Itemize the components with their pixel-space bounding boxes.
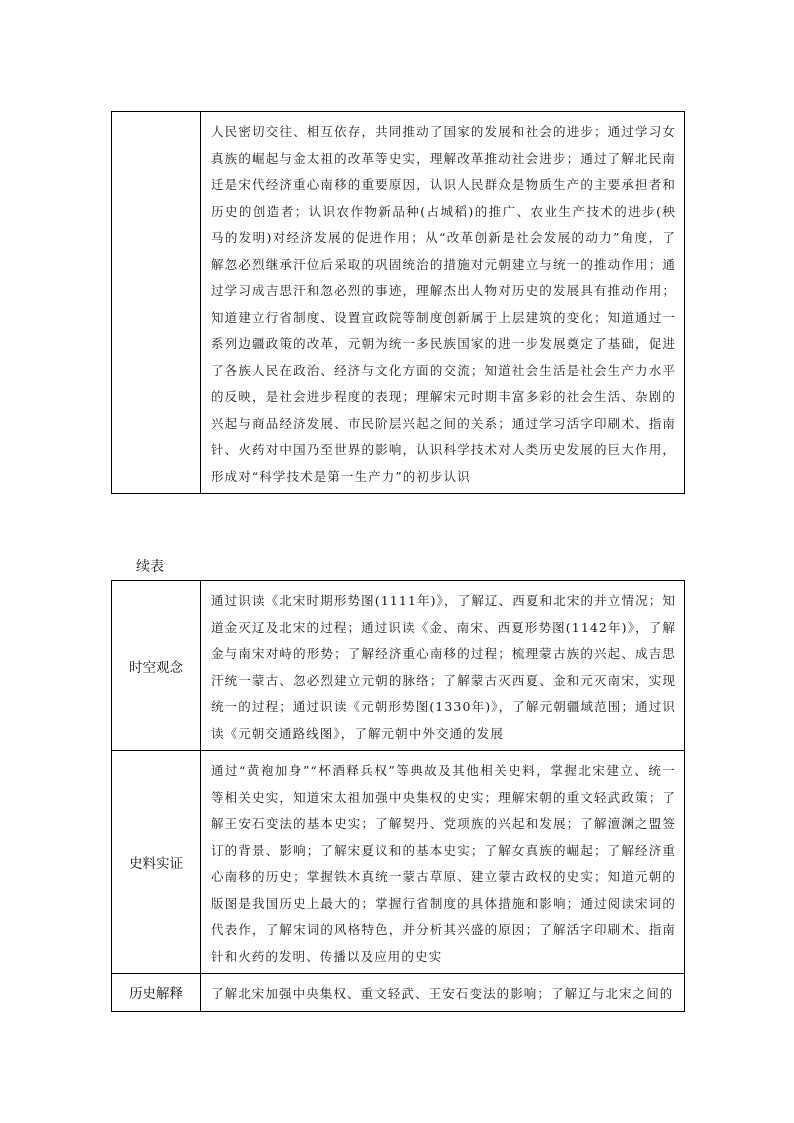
row-text: 人民密切交往、相互依存，共同推动了国家的发展和社会的进步；通过学习女真族的崛起与金太祖的改革等史实，理解改革推动社会进步；通过了解北民南迁是宋代经济重心南移的重要原因，认识人民群众是物质生产的主要承担者和历史的创造者；认识农作物新品种(占城稻)的推广、农业生产技术的进步(秧马的发明)对经济发展的促进作用；从“改革创新是社会发展的动力”角度，了解忽必烈继承汗位后采取的巩固统治的措施对元朝建立与统一的推动作用；通过学习成吉思汗和忽必烈的事迹，理解杰出人物对历史的发展具有推动作用；知道建立行省制度、设置宣政院等制度创新属于上层建筑的变化；知道通过一系列边疆政策的改革，元朝为统一多民族国家的进一步发展奠定了基础，促进了各族人民在政治、经济与文化方面的交流；知道社会生活是社会生产力水平的反映，是社会进步程度的表现；理解宋元时期丰富多彩的社会生活、杂剧的兴起与商品经济发展、市民阶层兴起之间的关系；通过学习活字印刷术、指南针、火药对中国乃至世界的影响，认识科学技术对人类历史发展的巨大作用，形成对“科学技术是第一生产力”的初步认识 xyxy=(201,112,685,494)
row-text-historical-interpretation: 了解北宋加强中央集权、重文轻武、王安石变法的影响；了解辽与北宋之间的 xyxy=(201,974,685,1012)
table-row xyxy=(112,581,685,751)
row-label-historical-interpretation: 历史解释 xyxy=(112,974,201,1012)
row-label-historical-evidence: 史料实证 xyxy=(112,751,201,974)
row-label xyxy=(112,112,201,494)
continued-table-label: 续表 xyxy=(136,559,164,575)
table-row xyxy=(112,751,685,974)
continued-table xyxy=(111,580,685,1012)
table-row xyxy=(112,974,685,1012)
table-row xyxy=(112,112,685,494)
row-text-historical-evidence: 通过“黄袍加身”“杯酒释兵权”等典故及其他相关史料，掌握北宋建立、统一等相关史实，知道宋太祖加强中央集权的史实；理解宋朝的重文轻武政策；了解王安石变法的基本史实；了解契丹、党项族的兴起和发展；了解澶渊之盟签订的背景、影响；了解宋夏议和的基本史实；了解女真族的崛起；了解经济重心南移的历史；掌握铁木真统一蒙古草原、建立蒙古政权的史实；知道元朝的版图是我国历史上最大的；掌握行省制度的具体措施和影响；通过阅读宋词的代表作，了解宋词的风格特色，并分析其兴盛的原因；了解活字印刷术、指南针和火药的发明、传播以及应用的史实 xyxy=(201,751,685,974)
top-table xyxy=(111,111,685,494)
row-label-spatiotemporal: 时空观念 xyxy=(112,581,201,751)
row-text-spatiotemporal: 通过识读《北宋时期形势图(1111年)》，了解辽、西夏和北宋的并立情况；知道金灭辽及北宋的过程；通过识读《金、南宋、西夏形势图(1142年)》，了解金与南宋对峙的形势；了解经济重心南移的过程；梳理蒙古族的兴起、成吉思汗统一蒙古、忽必烈建立元朝的脉络；了解蒙古灭西夏、金和元灭南宋，实现统一的过程；通过识读《元朝形势图(1330年)》，了解元朝疆域范围；通过识读《元朝交通路线图》，了解元朝中外交通的发展 xyxy=(201,581,685,751)
